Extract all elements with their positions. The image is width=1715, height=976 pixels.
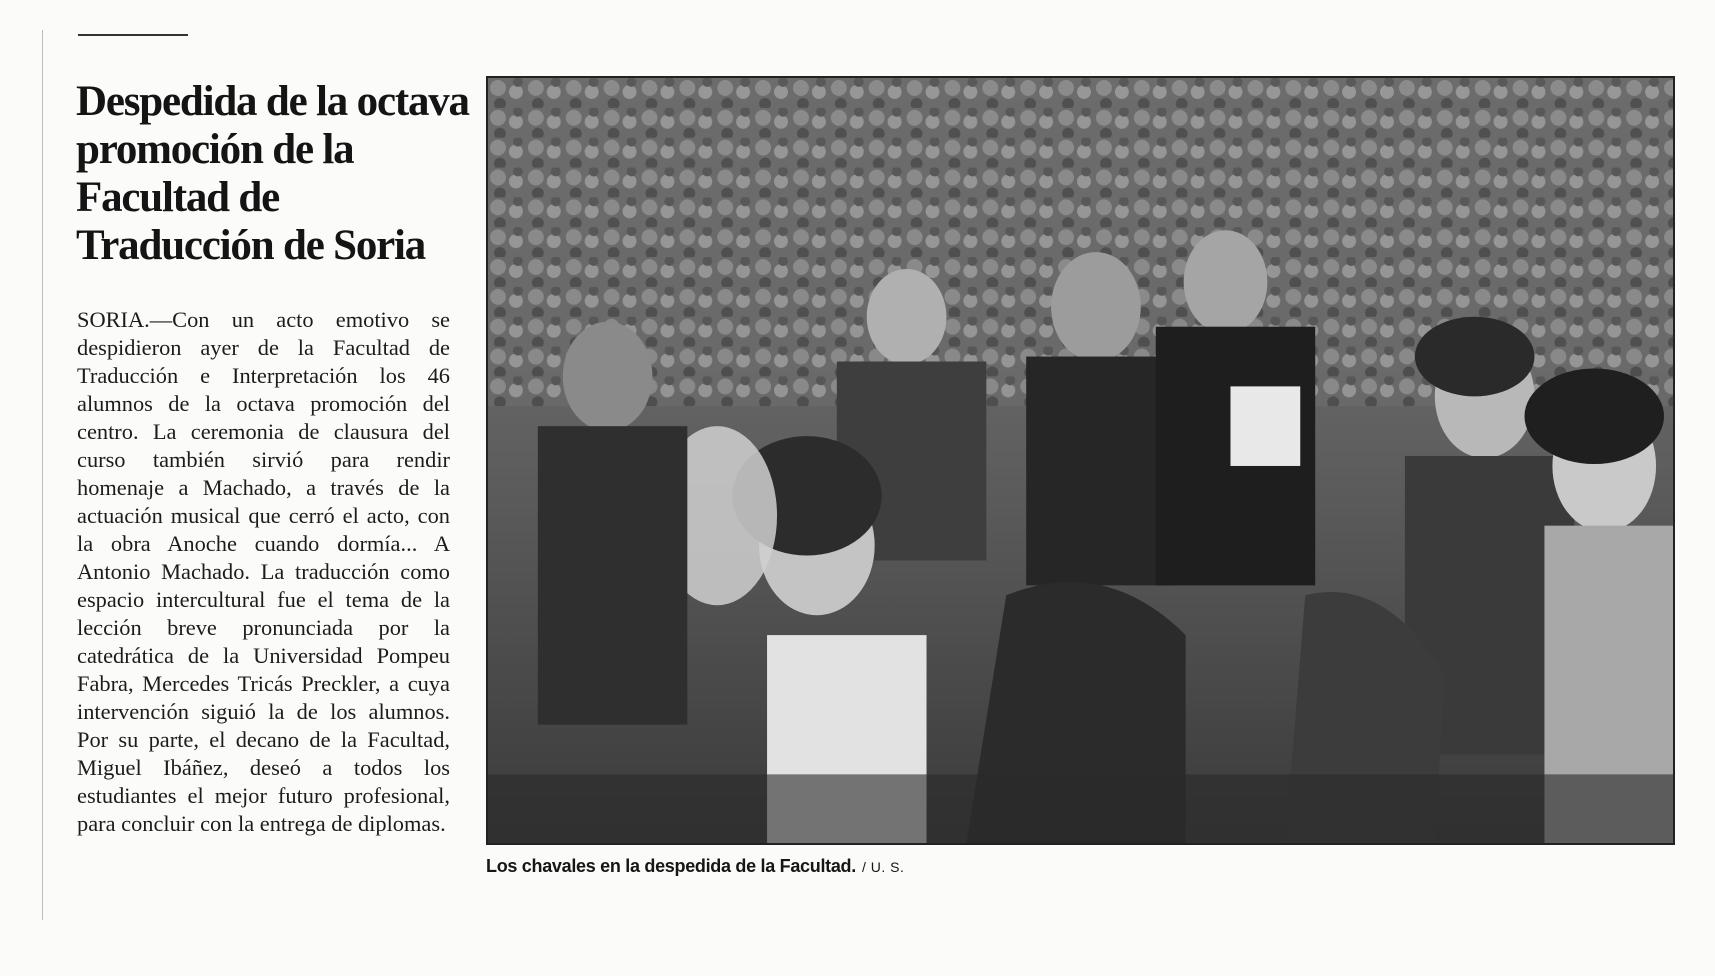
news-photo — [486, 76, 1675, 845]
photo-credit: / U. S. — [861, 859, 905, 875]
article-body: SORIA.—Con un acto emotivo se despidieron ayer de la Facultad de Traducción e Interpretación los 46 alumnos de la octava promoción del centro. La ceremonia de clausura del curso también sirvió para rendir homenaje a Machado, a través de la actuación musical que cerró el acto, con la obra Anoche cuando dormía... A Antonio Machado. La traducción como espacio intercultural fue el tema de la lección breve pronunciada por la catedrática de la Universidad Pompeu Fabra, Mercedes Tricás Preckler, a cuya intervención siguió la de los alumnos. Por su parte, el decano de la Facultad, Miguel Ibáñez, deseó a todos los estudiantes el mejor futuro profesional, para concluir con la entrega de diplomas. — [77, 307, 450, 836]
audience-photo-illustration — [488, 78, 1673, 843]
section-rule — [78, 34, 188, 36]
seat-sign — [1230, 386, 1300, 466]
column-rule — [42, 30, 43, 920]
caption-text: Los chavales en la despedida de la Facultad. — [486, 856, 856, 876]
headline: Despedida de la octava promoción de la Facultad de Traducción de Soria — [76, 78, 469, 270]
photo-caption — [486, 856, 904, 877]
